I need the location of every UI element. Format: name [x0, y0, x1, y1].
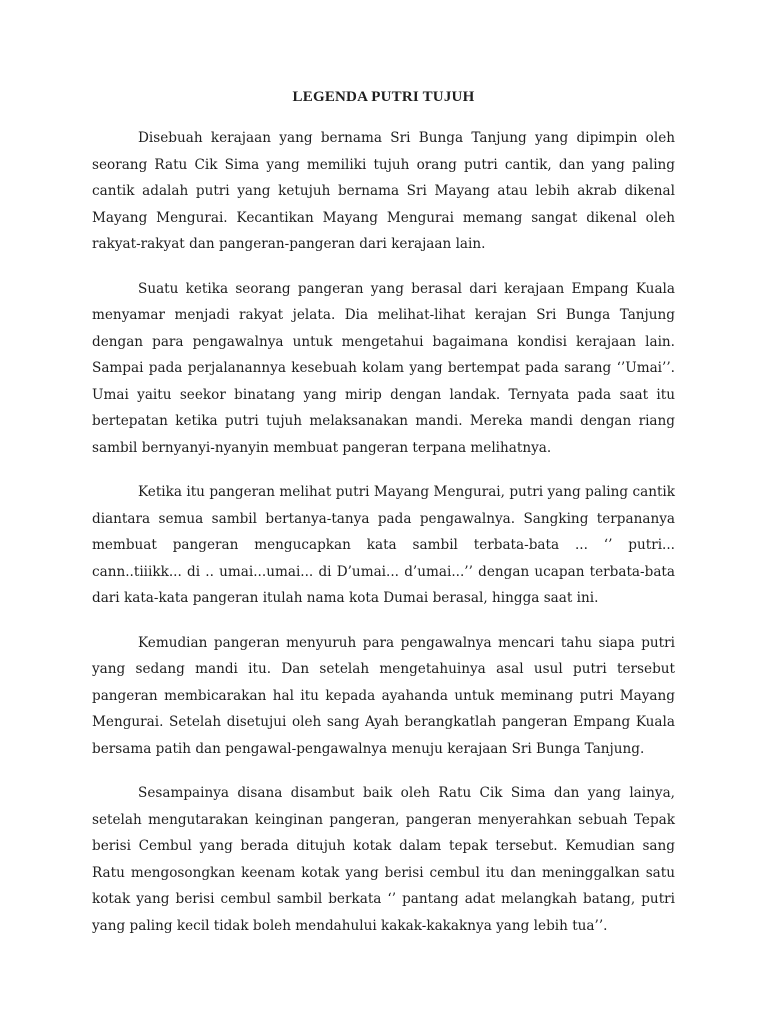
paragraph-2: Suatu ketika seorang pangeran yang berasal dari kerajaan Empang Kuala menyamar menjadi rakyat jelata. Dia melihat-lihat kerajan Sri Bunga Tanjung dengan para pengawalnya untuk mengetahui bagaimana kondisi kerajaan lain. Sampai pada perjalanannya kesebuah kolam yang bertempat pada sarang ‘’Umai’’. Umai yaitu seekor binatang yang mirip dengan landak. Ternyata pada saat itu bertepatan ketika putri tujuh melaksanakan mandi. Mereka mandi dengan riang sambil bernyanyi-nyanyin membuat pangeran terpana melihatnya. — [92, 280, 675, 456]
paragraph-3: Ketika itu pangeran melihat putri Mayang Mengurai, putri yang paling cantik diantara semua sambil bertanya-tanya pada pengawalnya. Sangking terpananya membuat pangeran mengucapkan kata sambil terbata-bata ... ‘’ putri... cann..tiiikk... di .. umai...umai... di D’umai... d’umai...’’ dengan ucapan terbata-bata dari kata-kata pangeran itulah nama kota Dumai berasal, hingga saat ini. — [92, 484, 675, 606]
paragraph-5: Sesampainya disana disambut baik oleh Ratu Cik Sima dan yang lainya, setelah mengutarakan keinginan pangeran, pangeran menyerahkan sebuah Tepak berisi Cembul yang berada ditujuh kotak dalam tepak tersebut. Kemudian sang Ratu mengosongkan keenam kotak yang berisi cembul itu dan meninggalkan satu kotak yang berisi cembul sambil berkata ‘’ pantang adat melangkah batang, putri yang paling kecil tidak boleh mendahului kakak-kakaknya yang lebih tua’’. — [92, 785, 675, 934]
document-title: LEGENDA PUTRI TUJUH — [292, 89, 475, 105]
paragraph-4: Kemudian pangeran menyuruh para pengawalnya mencari tahu siapa putri yang sedang mandi itu. Dan setelah mengetahuinya asal usul putri tersebut pangeran membicarakan hal itu kepada ayahanda untuk meminang putri Mayang Mengurai. Setelah disetujui oleh sang Ayah berangkatlah pangeran Empang Kuala bersama patih dan pengawal-pengawalnya menuju kerajaan Sri Bunga Tanjung. — [92, 634, 675, 757]
paragraph-1: Disebuah kerajaan yang bernama Sri Bunga Tanjung yang dipimpin oleh seorang Ratu Cik Sima yang memiliki tujuh orang putri cantik, dan yang paling cantik adalah putri yang ketujuh bernama Sri Mayang atau lebih akrab dikenal Mayang Mengurai. Kecantikan Mayang Mengurai memang sangat dikenal oleh rakyat-rakyat dan pangeran-pangeran dari kerajaan lain. — [92, 130, 675, 252]
document-body — [92, 87, 675, 957]
